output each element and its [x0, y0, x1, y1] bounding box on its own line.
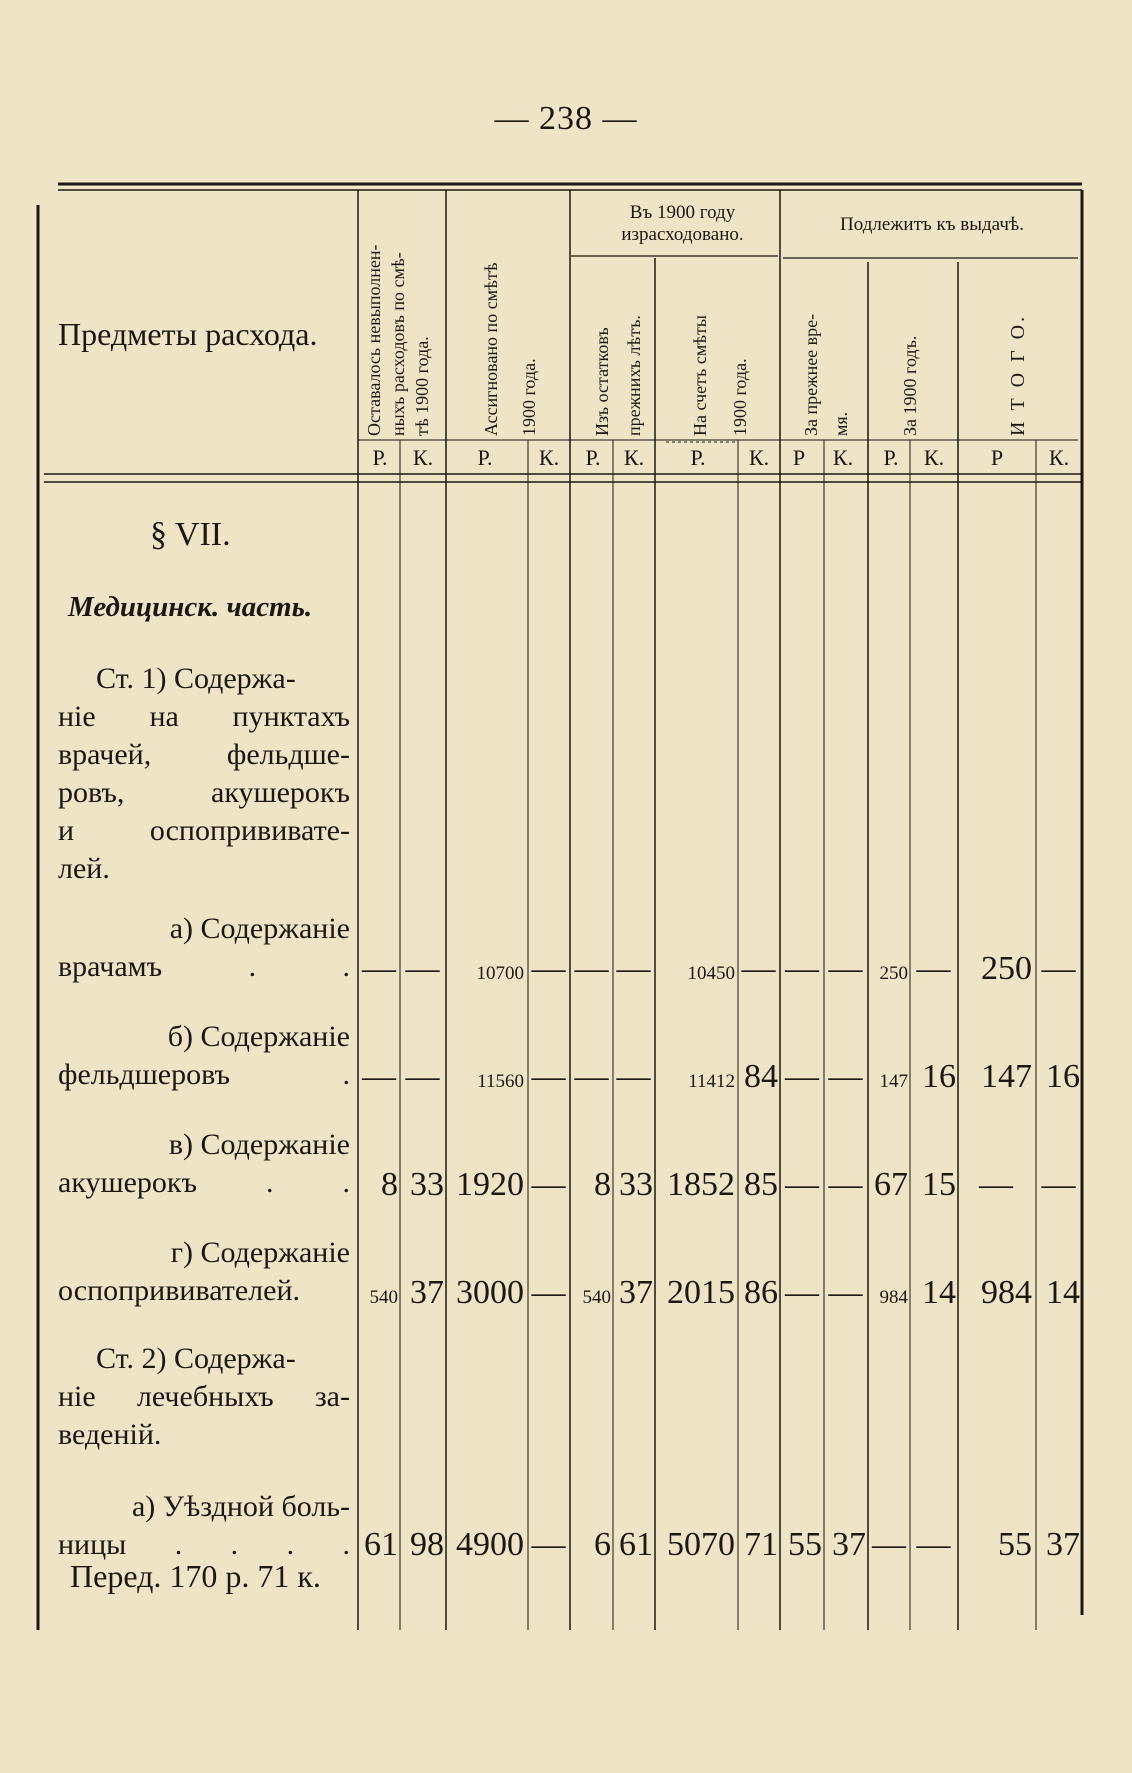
table-cell: 984: [879, 1287, 908, 1308]
unit-label: К.: [1048, 445, 1070, 470]
table-cell: 2015: [667, 1274, 735, 1311]
table-cell: —: [785, 950, 819, 987]
table-cell: —: [872, 1526, 906, 1563]
table-cell: 61: [364, 1526, 398, 1563]
table-cell: —: [531, 1058, 566, 1095]
header-spent-group: Въ 1900 году израсходовано.: [621, 202, 744, 245]
unit-label: К.: [832, 445, 854, 470]
table-cell: 14: [1046, 1274, 1080, 1311]
unit-label: К.: [412, 445, 434, 470]
row-label-midwives: в) Содержаніе акушерокъ . .: [58, 1128, 350, 1199]
header-remaining: Оставалось невыполнен- ныхъ расходовъ по смѣ- тѣ 1900 года.: [364, 244, 432, 436]
header-assigned: Ассигновано по смѣтѣ 1900 года.: [481, 262, 539, 436]
header-total: И Т О Г О.: [1007, 313, 1029, 436]
carry-forward: Перед. 170 р. 71 к.: [70, 1558, 321, 1594]
row-label-doctors: а) Содержаніе врачамъ . .: [58, 912, 350, 983]
table-cell: —: [531, 1526, 566, 1563]
table-cell: 147: [981, 1058, 1032, 1095]
table-cell: 4900: [456, 1526, 524, 1563]
unit-label: К.: [923, 445, 945, 470]
unit-label: К.: [748, 445, 770, 470]
table-cell: 37: [1046, 1526, 1080, 1563]
article-1-text: Ст. 1) Содержа- ніе на пунктахъ врачей, фельдше- ровъ, акушерокъ и оспопрививате- лей.: [58, 662, 350, 885]
table-cell: 11412: [688, 1071, 735, 1092]
table-cell: 14: [922, 1274, 956, 1311]
table-cell: 16: [922, 1058, 956, 1095]
table-cell: —: [531, 950, 566, 987]
unit-label: Р.: [477, 445, 493, 470]
unit-label: Р.: [690, 445, 706, 470]
table-cell: 16: [1046, 1058, 1080, 1095]
table-cell: 10700: [476, 963, 524, 984]
unit-label: Р.: [883, 445, 899, 470]
section-title: § VII.: [150, 516, 231, 553]
table-cell: —: [828, 1274, 863, 1311]
table-cell: —: [785, 1058, 819, 1095]
table-cell: 71: [744, 1526, 778, 1563]
table-cell: —: [1041, 950, 1076, 987]
table-cell: 1852: [667, 1166, 735, 1203]
header-former-time: За прежнее вре- мя.: [801, 313, 851, 436]
unit-label: К.: [538, 445, 560, 470]
table-cell: 250: [879, 963, 908, 984]
table-cell: 33: [619, 1166, 653, 1203]
table-cell: 37: [619, 1274, 653, 1311]
table-cell: 984: [981, 1274, 1032, 1311]
table-cell: 33: [410, 1166, 444, 1203]
header-for-1900: За 1900 годъ.: [900, 335, 920, 436]
table-cell: —: [828, 950, 863, 987]
unit-label: Р.: [372, 445, 388, 470]
table-cell: —: [616, 1058, 651, 1095]
table-cell: 1920: [456, 1166, 524, 1203]
table-cell: 15: [922, 1166, 956, 1203]
table-cell: 37: [832, 1526, 866, 1563]
table-cell: 540: [582, 1287, 611, 1308]
table-cell: —: [574, 1058, 609, 1095]
table-cell: —: [741, 950, 776, 987]
header-on-account: На счетъ смѣты 1900 года.: [690, 315, 750, 436]
table-cell: —: [916, 1526, 951, 1563]
table-cell: 98: [410, 1526, 444, 1563]
table-cell: 55: [788, 1526, 822, 1563]
table-cell: 8: [381, 1166, 398, 1203]
table-cell: 5070: [667, 1526, 735, 1563]
table-cell: —: [362, 950, 396, 987]
unit-label: Р: [990, 445, 1004, 470]
table-cell: —: [828, 1166, 863, 1203]
row-label-hospital: а) Уѣздной боль- ницы . . . .: [58, 1490, 350, 1561]
table-cell: 86: [744, 1274, 778, 1311]
table-cell: —: [405, 1058, 440, 1095]
table-cell: 61: [619, 1526, 653, 1563]
table-cell: —: [531, 1274, 566, 1311]
table-cell: 55: [998, 1526, 1032, 1563]
table-cell: 67: [874, 1166, 908, 1203]
table-cell: —: [405, 950, 440, 987]
table-cell: 147: [879, 1071, 908, 1092]
table-cell: 3000: [456, 1274, 524, 1311]
table-cell: 85: [744, 1166, 778, 1203]
table-cell: —: [531, 1166, 566, 1203]
table-cell: —: [785, 1274, 819, 1311]
unit-label: Р.: [585, 445, 601, 470]
table-cell: 8: [594, 1166, 611, 1203]
table-cell: 84: [744, 1058, 778, 1095]
unit-label: Р: [792, 445, 806, 470]
table-cell: —: [616, 950, 651, 987]
table-cell: 11560: [477, 1071, 524, 1092]
row-label-vaccinators: г) Содержаніе оспопрививателей.: [58, 1236, 350, 1307]
table-cell: —: [362, 1058, 396, 1095]
header-from-remains: Изъ остатковъ прежнихъ лѣтъ.: [592, 315, 644, 436]
table-cell: 250: [981, 950, 1032, 987]
table-cell: —: [574, 950, 609, 987]
table-cell: —: [979, 1166, 1013, 1203]
table-cell: —: [785, 1166, 819, 1203]
table-cell: 37: [410, 1274, 444, 1311]
table-cell: 10450: [687, 963, 735, 984]
unit-label: К.: [623, 445, 645, 470]
table-cell: —: [1041, 1166, 1076, 1203]
section-subtitle: Медицинск. часть.: [68, 591, 313, 623]
table-cell: 6: [594, 1526, 611, 1563]
header-payable-group: Подлежитъ къ выдачѣ.: [840, 214, 1024, 235]
table-cell: —: [828, 1058, 863, 1095]
subject-column-header: Предметы расхода.: [58, 316, 318, 352]
table-cell: —: [916, 950, 951, 987]
article-2-text: Ст. 2) Содержа- ніе лечебныхъ за- веденій.: [58, 1342, 350, 1451]
page-number: — 238 —: [494, 100, 638, 137]
table-cell: 540: [369, 1287, 398, 1308]
row-label-feldshers: б) Содержаніе фельдшеровъ .: [58, 1020, 350, 1091]
